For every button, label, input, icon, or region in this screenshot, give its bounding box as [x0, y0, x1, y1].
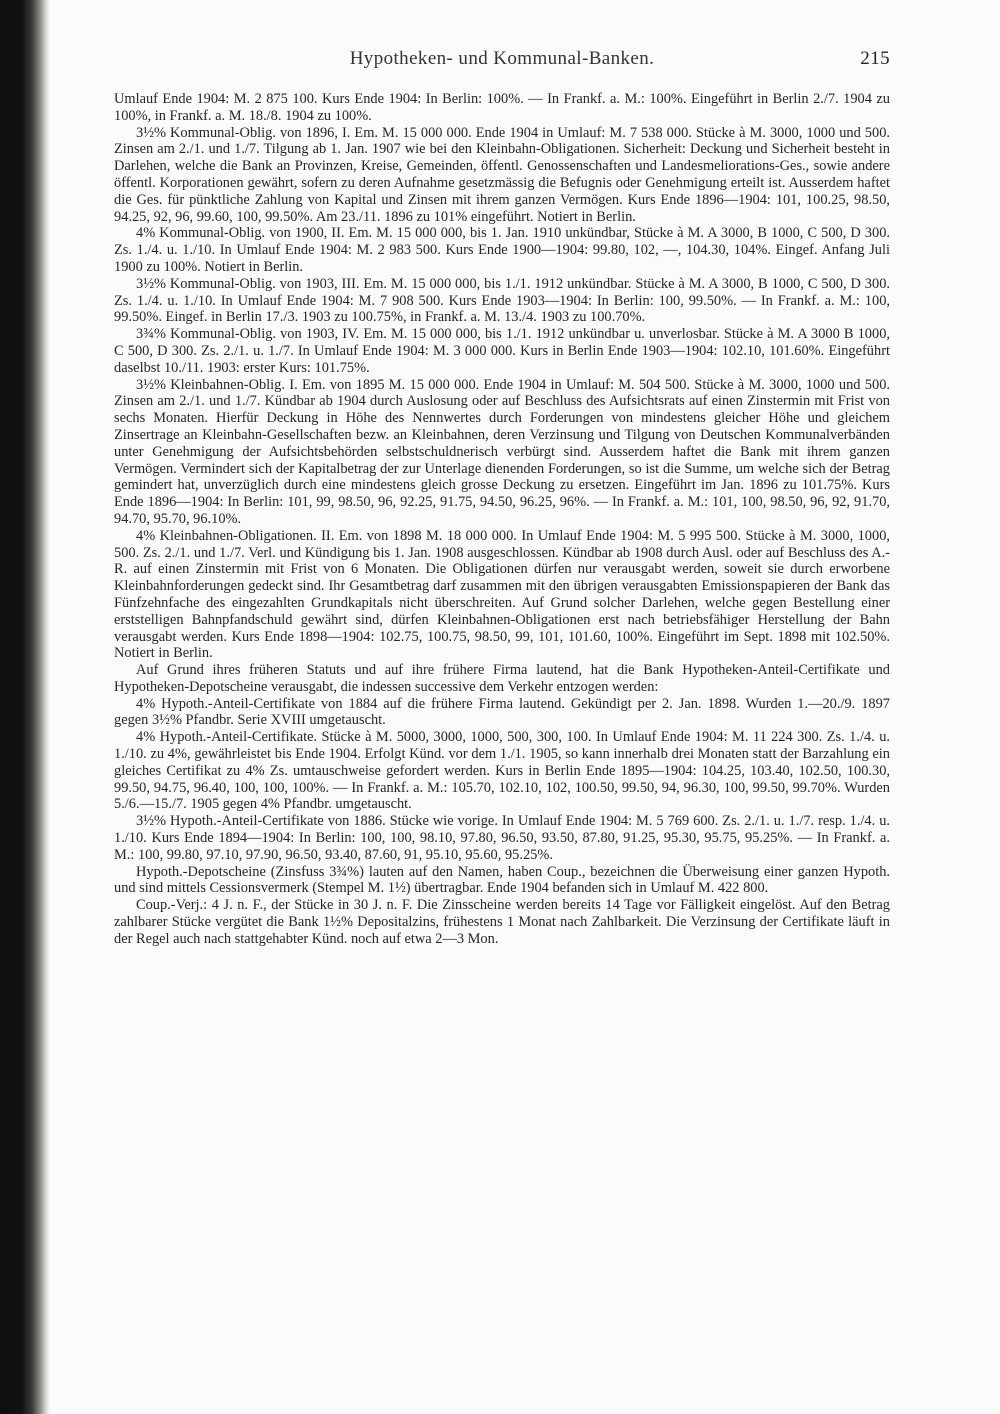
paragraph: Hypoth.-Depotscheine (Zinsfuss 3¾%) lauten auf den Namen, haben Coup., bezeichnen die Überweisung einer ganzen Hypoth. und sind mittels Cessionsvermerk (Stempel M. 1½) übertragbar. Ende 1904 befanden sich in Umlauf M. 422 800. [114, 863, 890, 897]
paragraph: Coup.-Verj.: 4 J. n. F., der Stücke in 30 J. n. F. Die Zinsscheine werden bereits 14 Tage vor Fälligkeit eingelöst. Auf den Betrag zahlbarer Stücke vergütet die Bank 1½% Depositalzins, frühestens 1 Monat nach Zahlbarkeit. Die Verzinsung der Certifikate läuft in der Regel auch nach stattgehabter Künd. noch auf etwa 2—3 Mon. [114, 897, 890, 947]
paragraph: 4% Kommunal-Oblig. von 1900, II. Em. M. 15 000 000, bis 1. Jan. 1910 unkündbar, Stücke à M. A 3000, B 1000, C 500, D 300. Zs. 1./4. u. 1./10. In Umlauf Ende 1904: M. 2 983 500. Kurs Ende 1900—1904: 99.80, 102, —, 104.30, 104%. Eingef. Anfang Juli 1900 zu 100%. Notiert in Berlin. [114, 225, 890, 275]
page-header [114, 48, 890, 80]
paragraph: 3¾% Kommunal-Oblig. von 1903, IV. Em. M. 15 000 000, bis 1./1. 1912 unkündbar u. unverlosbar. Stücke à M. A 3000 B 1000, C 500, D 300. Zs. 2./1. u. 1./7. In Umlauf Ende 1904: M. 3 000 000. Kurs in Berlin Ende 1903—1904: 102.10, 101.60%. Eingeführt daselbst 10./11. 1903: erster Kurs: 101.75%. [114, 326, 890, 376]
paragraph: 4% Hypoth.-Anteil-Certifikate. Stücke à M. 5000, 3000, 1000, 500, 300, 100. In Umlauf Ende 1904: M. 11 224 300. Zs. 1./4. u. 1./10. zu 4%, gewährleistet bis Ende 1904. Erfolgt Künd. vor dem 1./1. 1905, so kann innerhalb drei Monaten statt der Barzahlung ein gleiches Certifikat zu 4% Zs. umtauschweise gefordert werden. Kurs in Berlin Ende 1895—1904: 104.25, 103.40, 102.50, 100.30, 99.50, 94.75, 96.40, 100, 100, 100%. — In Frankf. a. M.: 105.70, 102.10, 102, 100.50, 99.50, 94, 96.30, 100, 99.50, 99.70%. Wurden 5./6.—15./7. 1905 gegen 4% Pfandbr. umgetauscht. [114, 729, 890, 813]
paragraph: 4% Hypoth.-Anteil-Certifikate von 1884 auf die frühere Firma lautend. Gekündigt per 2. Jan. 1898. Wurden 1.—20./9. 1897 gegen 3½% Pfandbr. Serie XVIII umgetauscht. [114, 695, 890, 729]
body-text [114, 91, 890, 948]
page-number: 215 [860, 48, 890, 69]
paragraph: 3½% Kleinbahnen-Oblig. I. Em. von 1895 M. 15 000 000. Ende 1904 in Umlauf: M. 504 500. Stücke à M. 3000, 1000 und 500. Zinsen am 2./1. und 1./7. Kündbar ab 1904 durch Auslosung oder auf Beschluss des Aufsichtsrats auf einen Zinstermin mit Frist von sechs Monaten. Hierfür Deckung in Höhe des Nennwertes durch Forderungen von mindestens gleicher Höhe und gleichem Zinsertrage an Kleinbahn-Gesellschaften bezw. an Kleinbahnen, deren Verzinsung und Tilgung von Deutschen Kommunalverbänden unter Genehmigung der Aufsichtsbehörden selbstschuldnerisch verbürgt sind. Ausserdem haftet die Bank mit ihrem ganzen Vermögen. Vermindert sich der Kapitalbetrag der zur Unterlage dienenden Forderungen, so ist die Summe, um welche sich der Betrag gemindert hat, unverzüglich durch eine mindestens gleich grosse Deckung zu ersetzen. Eingeführt im Jan. 1896 zu 101.75%. Kurs Ende 1896—1904: In Berlin: 101, 99, 98.50, 96, 92.25, 91.75, 94.50, 96.25, 96%. — In Frankf. a. M.: 101, 100, 98.50, 96, 92, 91.70, 94.70, 95.70, 96.10%. [114, 376, 890, 527]
paragraph: 3½% Kommunal-Oblig. von 1903, III. Em. M. 15 000 000, bis 1./1. 1912 unkündbar. Stücke à M. A 3000, B 1000, C 500, D 300. Zs. 1./4. u. 1./10. In Umlauf Ende 1904: M. 7 908 500. Kurs Ende 1903—1904: In Berlin: 100, 99.50%. — In Frankf. a. M.: 100, 99.50%. Eingef. in Berlin 17./3. 1903 zu 100.75%, in Frankf. a. M. 13./4. 1903 zu 100.70%. [114, 275, 890, 326]
book-spine-shadow [0, 0, 50, 1414]
paragraph: Auf Grund ihres früheren Statuts und auf ihre frühere Firma lautend, hat die Bank Hypotheken-Anteil-Certifikate und Hypotheken-Depotscheine verausgabt, die indessen successive dem Verkehr entzogen werden: [114, 662, 890, 695]
running-title: Hypotheken- und Kommunal-Banken. [349, 48, 655, 69]
paragraph: Umlauf Ende 1904: M. 2 875 100. Kurs Ende 1904: In Berlin: 100%. — In Frankf. a. M.: 100%. Eingeführt in Berlin 2./7. 1904 zu 100%, in Frankf. a. M. 18./8. 1904 zu 100%. [114, 91, 890, 124]
paragraph: 3½% Hypoth.-Anteil-Certifikate von 1886. Stücke wie vorige. In Umlauf Ende 1904: M. 5 769 600. Zs. 2./1. u. 1./7. resp. 1./4. u. 1./10. Kurs Ende 1894—1904: In Berlin: 100, 100, 98.10, 97.80, 96.50, 93.50, 87.80, 91.25, 95.30, 95.75, 95.25%. — In Frankf. a. M.: 100, 99.80, 97.10, 97.90, 96.50, 93.40, 87.60, 91, 95.10, 95.60, 95.25%. [114, 813, 890, 863]
paragraph: 4% Kleinbahnen-Obligationen. II. Em. von 1898 M. 18 000 000. In Umlauf Ende 1904: M. 5 995 500. Stücke à M. 3000, 1000, 500. Zs. 2./1. und 1./7. Verl. und Kündigung bis 1. Jan. 1908 ausgeschlossen. Kündbar ab 1908 durch Ausl. oder auf Beschluss des A.-R. auf einen Zinstermin mit Frist von 6 Monaten. Die Obligationen dürfen nur verausgabt werden, soweit sie durch erworbene Kleinbahnforderungen gedeckt sind. Ihr Gesamtbetrag darf zusammen mit den übrigen verausgabten Emissionspapieren der Bank das Fünfzehnfache des eingezahlten Grundkapitals nicht überschreiten. Auf Grund solcher Darlehen, welche gegen Bestellung einer erststelligen Bahnpfandschuld gewährt sind, dürfen Kleinbahnen-Obligationen erst nach betriebsfähiger Herstellung der Bahn verausgabt werden. Kurs Ende 1898—1904: 102.75, 100.75, 98.50, 99, 101, 101.60, 100%. Eingeführt im Sept. 1898 mit 102.50%. Notiert in Berlin. [114, 527, 890, 662]
paragraph: 3½% Kommunal-Oblig. von 1896, I. Em. M. 15 000 000. Ende 1904 in Umlauf: M. 7 538 000. Stücke à M. 3000, 1000 und 500. Zinsen am 2./1. und 1./7. Tilgung ab 1. Jan. 1907 wie bei den Kleinbahn-Obligationen. Sicherheit: Deckung und Sicherheit besteht in Darlehen, welche die Bank an Provinzen, Kreise, Gemeinden, öffentl. Genossenschaften und Landesmeliorations-Ges., sowie andere öffentl. Korporationen gewährt, sofern zu deren Aufnahme gesetzmässig die Befugnis oder Genehmigung erteilt ist. Ausserdem haftet die Ges. für pünktliche Zahlung von Kapital und Zinsen mit ihrem ganzen Vermögen. Kurs Ende 1896—1904: 101, 100.25, 98.50, 94.25, 92, 96, 99.60, 100, 99.50%. Am 23./11. 1896 zu 101% eingeführt. Notiert in Berlin. [114, 124, 890, 225]
